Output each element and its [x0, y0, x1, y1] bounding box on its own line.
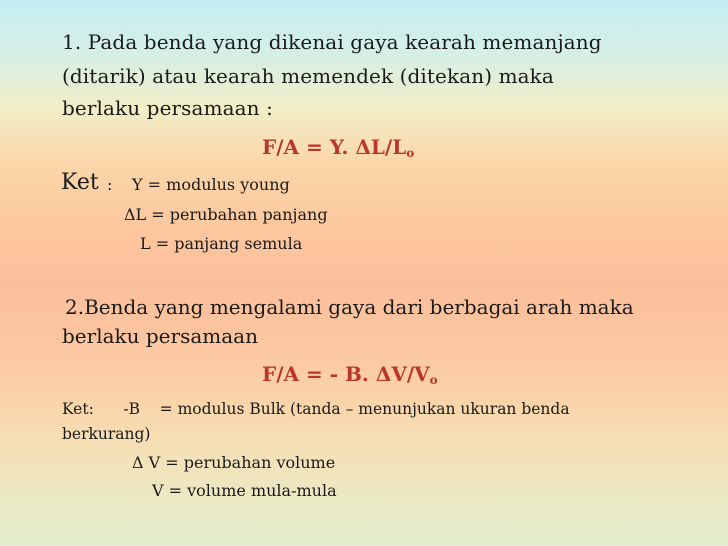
paragraph-1-line-1: 1. Pada benda yang dikenai gaya kearah memanjang — [62, 30, 602, 54]
ket-separator-1: : — [107, 175, 113, 194]
ket-item-v: V = volume mula-mula — [152, 481, 337, 500]
formula-young-main: F/A = Y. ΔL/L — [262, 135, 407, 159]
ket-bulk-line-2: berkurang) — [62, 425, 151, 443]
formula-bulk-subscript: o — [429, 373, 438, 387]
formula-bulk-main: F/A = - B. ΔV/V — [262, 362, 430, 386]
formula-young-subscript: o — [406, 146, 415, 160]
paragraph-1-line-3: berlaku persamaan : — [62, 96, 273, 120]
ket-item-l: L = panjang semula — [140, 234, 303, 253]
formula-young — [262, 137, 414, 159]
paragraph-2-line-2: berlaku persamaan — [62, 324, 258, 348]
ket-item-delta-v: Δ V = perubahan volume — [132, 453, 336, 472]
ket-bulk-line-1: Ket: -B = modulus Bulk (tanda – menunjukan ukuran benda — [62, 400, 570, 418]
paragraph-2-line-1: 2.Benda yang mengalami gaya dari berbagai arah maka — [65, 295, 634, 319]
ket-item-young: Y = modulus young — [132, 175, 290, 194]
ket-item-delta-l: ΔL = perubahan panjang — [124, 205, 328, 224]
ket-label-1: Ket — [61, 170, 99, 195]
paragraph-1-line-2: (ditarik) atau kearah memendek (ditekan) maka — [62, 64, 554, 88]
formula-bulk — [262, 364, 438, 386]
